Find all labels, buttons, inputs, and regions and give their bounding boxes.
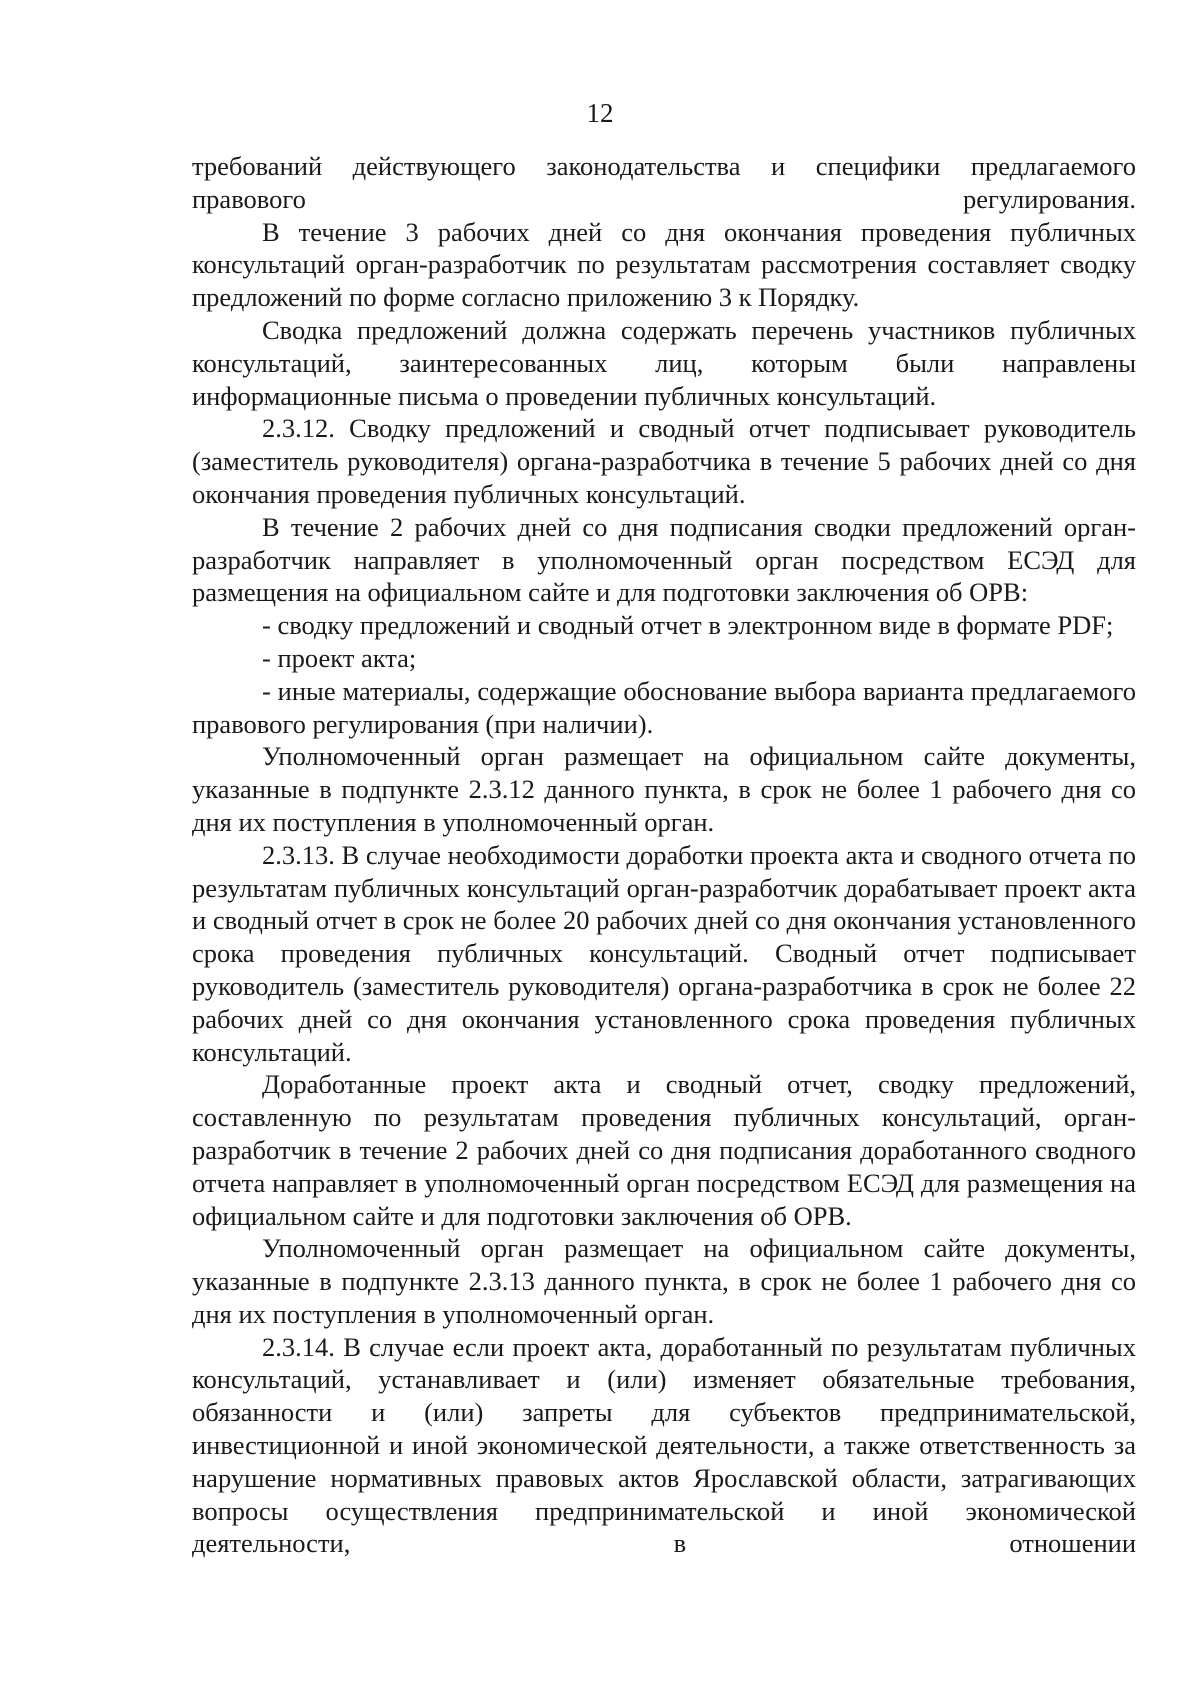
paragraph: В течение 3 рабочих дней со дня окончания проведения публичных консультаций орган-разработчик по результатам рассмотрения составляет сводку предложений по форме согласно приложению 3 к Порядку. bbox=[192, 216, 1136, 313]
paragraph-section-2-3-13: 2.3.13. В случае необходимости доработки проекта акта и сводного отчета по результатам публичных консультаций орган-разработчик дорабатывает проект акта и сводный отчет в срок не более 20 рабочих дней со дня окончания установленного срока проведения публичных консультаций. Сводный отчет подписывает руководитель (заместитель руководителя) органа-разработчика в срок не более 22 рабочих дней со дня окончания установленного срока проведения публичных консультаций. bbox=[192, 839, 1136, 1067]
list-item: - иные материалы, содержащие обоснование выбора варианта предлагаемого правового регулирования (при наличии). bbox=[192, 675, 1136, 739]
paragraph: Сводка предложений должна содержать перечень участников публичных консультаций, заинтересованных лиц, которым были направлены информационные письма о проведении публичных консультаций. bbox=[192, 314, 1136, 411]
paragraph-continuation: требований действующего законодательства и специфики предлагаемого правового регулирования. bbox=[192, 151, 1136, 214]
list-item: - проект акта; bbox=[262, 642, 417, 673]
list-item: - сводку предложений и сводный отчет в электронном виде в формате PDF; bbox=[262, 610, 1114, 641]
document-body bbox=[192, 150, 1136, 1560]
paragraph: В течение 2 рабочих дней со дня подписания сводки предложений орган-разработчик направляет в уполномоченный орган посредством ЕСЭД для размещения на официальном сайте и для подготовки заключения об ОРВ: bbox=[192, 511, 1136, 608]
paragraph-section-2-3-12: 2.3.12. Сводку предложений и сводный отчет подписывает руководитель (заместитель руководителя) органа-разработчика в течение 5 рабочих дней со дня окончания проведения публичных консультаций. bbox=[192, 413, 1136, 509]
paragraph: Уполномоченный орган размещает на официальном сайте документы, указанные в подпункте 2.3.13 данного пункта, в срок не более 1 рабочего дня со дня их поступления в уполномоченный орган. bbox=[192, 1233, 1136, 1329]
paragraph: Доработанные проект акта и сводный отчет, сводку предложений, составленную по результатам проведения публичных консультаций, орган-разработчик в течение 2 рабочих дней со дня подписания доработанного сводного отчета направляет в уполномоченный орган посредством ЕСЭД для размещения на официальном сайте и для подготовки заключения об ОРВ. bbox=[192, 1069, 1136, 1231]
page-number: 12 bbox=[586, 98, 614, 128]
paragraph: Уполномоченный орган размещает на официальном сайте документы, указанные в подпункте 2.3.12 данного пункта, в срок не более 1 рабочего дня со дня их поступления в уполномоченный орган. bbox=[192, 741, 1136, 837]
paragraph-section-2-3-14: 2.3.14. В случае если проект акта, доработанный по результатам публичных консультаций, устанавливает и (или) изменяет обязательные требования, обязанности и (или) запреты для субъектов предпринимательской, инвестиционной и иной экономической деятельности, а также ответственность за нарушение нормативных правовых актов Ярославской области, затрагивающих вопросы осуществления предпринимательской и иной экономической деятельности, в отношении bbox=[192, 1331, 1136, 1559]
